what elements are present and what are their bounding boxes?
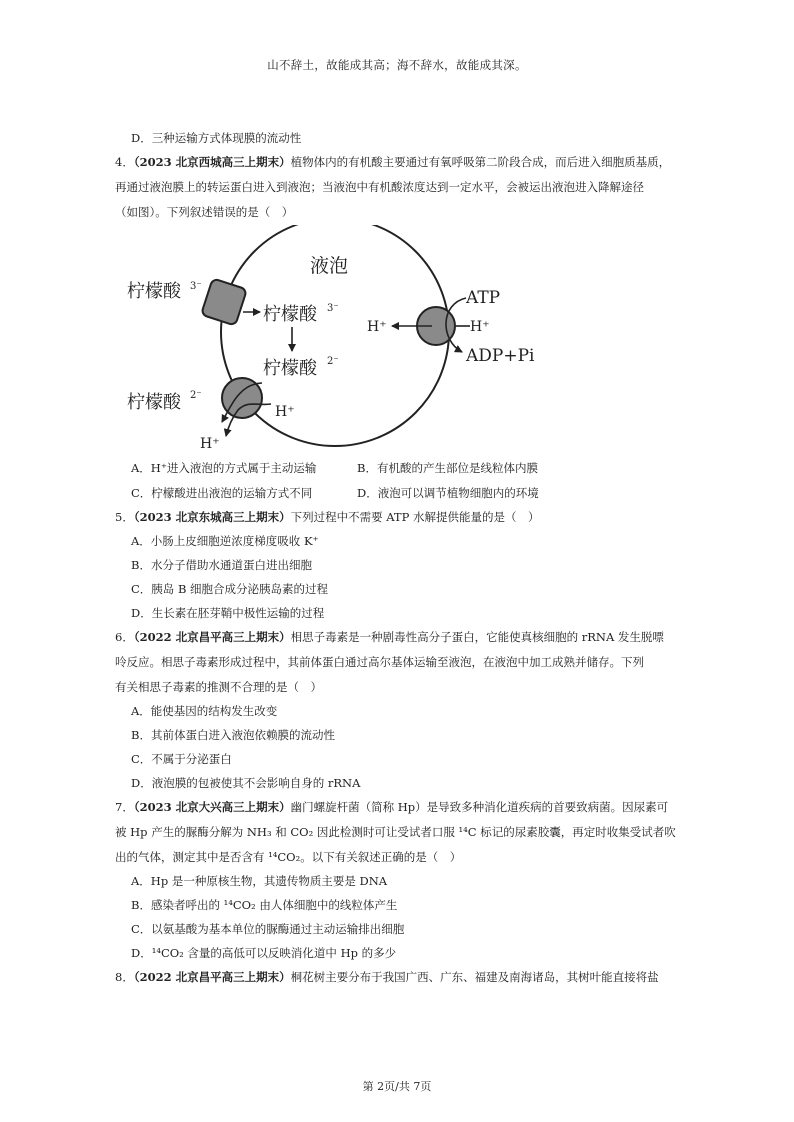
q4-option-c: C．柠檬酸进出液泡的运输方式不同 xyxy=(131,486,313,500)
q7-option-b: B．感染者呼出的 ¹⁴CO₂ 由人体细胞中的线粒体产生 xyxy=(131,898,398,912)
q6-option-a: A．能使基因的结构发生改变 xyxy=(131,704,278,718)
citrate-outside-charge: 3⁻ xyxy=(190,281,202,292)
q5-option-d: D．生长素在胚芽鞘中极性运输的过程 xyxy=(131,606,325,620)
page-number-footer: 第 2页/共 7页 xyxy=(362,1080,432,1093)
q8-text1: 桐花树主要分布于我国广西、广东、福建及南海诸岛，其树叶能直接将盐 xyxy=(290,970,659,984)
h-outside-label: H⁺ xyxy=(200,436,220,452)
citrate-outside2-label: 柠檬酸 xyxy=(127,392,181,413)
citrate-transporter-protein xyxy=(201,278,247,325)
q5-number: 5． xyxy=(115,510,134,524)
q5-option-a: A．小肠上皮细胞逆浓度梯度吸收 K⁺ xyxy=(131,534,319,548)
q6-stem-line1 xyxy=(115,630,664,644)
vacuole-diagram xyxy=(120,225,540,465)
q5-stem xyxy=(115,510,540,524)
q6-stem-line2: 呤反应。相思子毒素形成过程中，其前体蛋白通过高尔基体运输至液泡，在液泡中加工成熟并储存。下列 xyxy=(115,655,644,669)
q7-stem-line2: 被 Hp 产生的脲酶分解为 NH₃ 和 CO₂ 因此检测时可让受试者口服 ¹⁴C 标记的尿素胶囊，再定时收集受试者吹 xyxy=(115,825,676,839)
q4-number: 4． xyxy=(115,155,134,169)
q6-text1: 相思子毒素是一种剧毒性高分子蛋白，它能使真核细胞的 rRNA 发生脱嘌 xyxy=(290,630,664,644)
q3-option-d: D．三种运输方式体现膜的流动性 xyxy=(131,131,302,145)
q7-stem-line1 xyxy=(115,800,668,814)
q7-stem-line3: 出的气体，测定其中是否含有 ¹⁴CO₂。以下有关叙述正确的是（ ） xyxy=(115,850,462,864)
q6-option-d: D．液泡膜的包被使其不会影响自身的 rRNA xyxy=(131,776,361,790)
q6-option-c: C．不属于分泌蛋白 xyxy=(131,752,232,766)
q7-source: （2023 北京大兴高三上期末） xyxy=(133,800,291,814)
vacuole-label: 液泡 xyxy=(310,255,349,277)
citrate-inside-charge: 3⁻ xyxy=(327,303,339,314)
h-inside-label: H⁺ xyxy=(275,404,295,420)
q5-option-c: C．胰岛 B 细胞合成分泌胰岛素的过程 xyxy=(131,582,329,596)
atp-label: ATP xyxy=(466,288,501,308)
q7-number: 7． xyxy=(115,800,134,814)
q7-option-c: C．以氨基酸为基本单位的脲酶通过主动运输排出细胞 xyxy=(131,922,405,936)
citrate-inside2-charge: 2⁻ xyxy=(327,356,339,367)
q5-option-b: B．水分子借助水通道蛋白进出细胞 xyxy=(131,558,312,572)
citrate-inside-label: 柠檬酸 xyxy=(263,304,317,325)
q7-text1: 幽门螺旋杆菌（简称 Hp）是导致多种消化道疾病的首要致病菌。因尿素可 xyxy=(290,800,669,814)
q6-number: 6． xyxy=(115,630,134,644)
q4-stem-line2: 再通过液泡膜上的转运蛋白进入到液泡；当液泡中有机酸浓度达到一定水平，会被运出液泡进入降解途径 xyxy=(115,180,644,194)
h-cytosol-label: H⁺ xyxy=(470,319,490,335)
adp-pi-label: ADP+Pi xyxy=(466,346,535,366)
citrate-outside2-charge: 2⁻ xyxy=(190,390,202,401)
citrate-outside-label: 柠檬酸 xyxy=(127,281,181,302)
q4-stem-line1 xyxy=(115,155,670,169)
q4-text1: 植物体内的有机酸主要通过有氧呼吸第二阶段合成，而后进入细胞质基质， xyxy=(290,155,671,169)
h-vacuole-label: H⁺ xyxy=(367,319,387,335)
q4-option-a: A．H⁺进入液泡的方式属于主动运输 xyxy=(131,461,317,475)
q6-stem-line3: 有关相思子毒素的推测不合理的是（ ） xyxy=(115,680,322,694)
q7-option-d: D．¹⁴CO₂ 含量的高低可以反映消化道中 Hp 的多少 xyxy=(131,946,397,960)
q8-stem-line1 xyxy=(115,970,659,984)
q8-number: 8． xyxy=(115,970,134,984)
citrate-inside2-label: 柠檬酸 xyxy=(263,358,317,379)
q4-stem-line3: （如图）。下列叙述错误的是（ ） xyxy=(115,205,294,219)
q7-option-a: A．Hp 是一种原核生物，其遗传物质主要是 DNA xyxy=(131,874,388,888)
q4-source: （2023 北京西城高三上期末） xyxy=(133,155,291,169)
page-header-motto: 山不辞土，故能成其高；海不辞水，故能成其深。 xyxy=(267,58,527,72)
q8-source: （2022 北京昌平高三上期末） xyxy=(133,970,291,984)
q4-option-d: D．液泡可以调节植物细胞内的环境 xyxy=(357,486,539,500)
q6-option-b: B．其前体蛋白进入液泡依赖膜的流动性 xyxy=(131,728,335,742)
q6-source: （2022 北京昌平高三上期末） xyxy=(133,630,291,644)
q4-option-b: B．有机酸的产生部位是线粒体内膜 xyxy=(357,461,538,475)
q5-text: 下列过程中不需要 ATP 水解提供能量的是（ ） xyxy=(290,510,540,524)
q5-source: （2023 北京东城高三上期末） xyxy=(133,510,291,524)
